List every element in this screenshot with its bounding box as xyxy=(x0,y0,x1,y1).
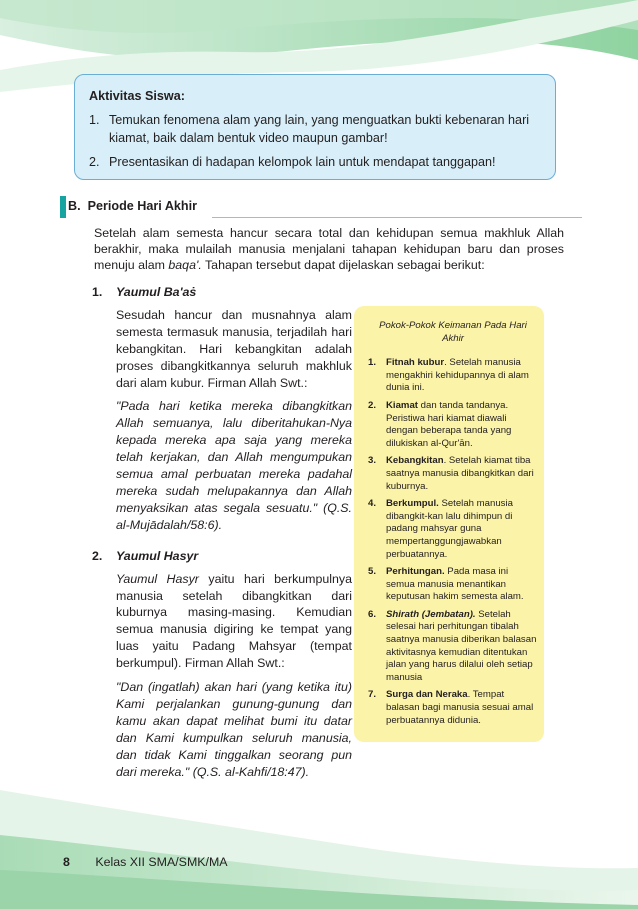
sidebox-entry xyxy=(368,689,538,727)
entry-number: 4. xyxy=(368,498,377,510)
item-quote: "Dan (ingatlah) akan hari (yang ketika itu) Kami perjalankan gunung-gunung dan kamu akan dapat melihat bumi itu datar dan Kami kumpulkan seluruh manusia, dan tidak Kami tinggalkan seorang pun dari mereka." (Q.S. al-Kahfi/18:47). xyxy=(116,680,352,779)
intro-text: Setelah alam semesta hancur secara total dan kehidupan semua makhluk Allah berakhir, maka mulailah manusia menjalani tahapan kehidupan baru dan proses menuju alam xyxy=(94,226,564,272)
activity-item xyxy=(89,111,543,147)
activity-item-text: Temukan fenomena alam yang lain, yang menguatkan bukti kebenaran hari kiamat, baik dalam bentuk video maupun gambar! xyxy=(109,113,530,145)
activity-item xyxy=(89,153,543,171)
activity-item-number: 1. xyxy=(89,113,100,127)
activity-title: Aktivitas Siswa: xyxy=(89,89,185,103)
entry-number: 7. xyxy=(368,689,377,701)
sidebox-entry xyxy=(368,498,538,561)
item-quote: "Pada hari ketika mereka dibangkitkan Allah semuanya, lalu diberitahukan-Nya kepada mereka apa saja yang mereka telah kerjakan, dan Allah mengumpukan semua amal perbuatan mereka padahal mereka sudah melupakannya dan Allah menyaksikan atas segala sesuatu." (Q.S. al-Mujādalah/58:6). xyxy=(116,399,352,532)
entry-desc: Setelah selesai hari perhitungan tibalah saatnya manusia diberikan balasan aktivitasnya kemudian ditentukan jalan yang harus dilalui oleh setiap manusia xyxy=(386,608,537,683)
section-rule xyxy=(212,217,582,218)
activity-box xyxy=(74,74,556,180)
intro-text-end: Tahapan tersebut dapat dijelaskan sebagai berikut: xyxy=(201,258,485,272)
entry-label: Fitnah kubur xyxy=(386,357,445,369)
list-item xyxy=(92,548,352,781)
sidebox-entry xyxy=(368,455,538,493)
entry-number: 6. xyxy=(368,608,377,620)
entry-label: Shirath (Jembatan). xyxy=(386,608,476,620)
activity-item-text: Presentasikan di hadapan kelompok lain untuk mendapat tanggapan! xyxy=(109,155,496,169)
sidebox xyxy=(354,306,544,742)
sidebox-entry xyxy=(368,357,538,395)
entry-number: 2. xyxy=(368,399,377,411)
entry-number: 3. xyxy=(368,455,377,467)
section-marker xyxy=(60,196,66,218)
footer-text: Kelas XII SMA/SMK/MA xyxy=(95,855,228,869)
entry-label: Perhitungan. xyxy=(386,566,445,578)
sidebox-entry xyxy=(368,400,538,450)
list-item xyxy=(92,284,352,534)
entry-desc: Pada masa ini semua manusia menantikan keputusan hakim semesta alam. xyxy=(386,566,524,603)
entry-desc: . Setelah kiamat tiba saatnya manusia dibangkitkan dari kuburnya. xyxy=(386,455,534,492)
item-number: 2. xyxy=(92,548,103,563)
activity-item-number: 2. xyxy=(89,155,100,169)
activity-list xyxy=(89,111,543,171)
intro-paragraph xyxy=(94,225,564,273)
entry-desc: Setelah manusia dibangkit-kan lalu dihimpun di padang mahsyar guna mempertanggungjawabkan perbuatannya. xyxy=(386,498,513,560)
section-letter: B. xyxy=(68,199,81,213)
section-title: Periode Hari Akhir xyxy=(87,199,198,213)
item-title: Yaumul Ba'aṡ xyxy=(116,285,197,299)
item-body: Sesudah hancur dan musnahnya alam semesta termasuk manusia, terjadilah hari kebangkitan. Hari kebangkitan adalah proses dibangkitkannya seluruh makhluk dari alam kubur. Firman Allah Swt.: xyxy=(116,307,352,390)
entry-desc: dan tanda tandanya. Peristiwa hari kiamat diawali dengan beberapa tanda yang dilukiskan al-Qur'ān. xyxy=(386,399,512,449)
entry-number: 1. xyxy=(368,357,377,369)
entry-label: Kiamat xyxy=(386,399,418,411)
entry-label: Berkumpul. xyxy=(386,498,439,510)
item-body-text: yaitu hari berkumpulnya manusia setelah dibangkitkan dari kuburnya masing-masing. Kemudian semua manusia digiring ke tempat yang luas yaitu Padang Mahsyar (tempat berkumpul). Firman Allah Swt.: xyxy=(116,571,352,671)
intro-term: baqa'. xyxy=(168,258,202,272)
item-title: Yaumul Hasyr xyxy=(116,548,199,563)
entry-label: Kebangkitan xyxy=(386,455,444,467)
main-column xyxy=(92,284,352,780)
entry-number: 5. xyxy=(368,566,377,578)
entry-desc: . Tempat balasan bagi manusia sesuai amal perbuatannya didunia. xyxy=(386,689,534,726)
item-body xyxy=(116,571,352,672)
page-number: 8 xyxy=(63,855,70,869)
page-footer xyxy=(63,855,228,869)
sidebox-entry xyxy=(368,609,538,685)
item-body-term: Yaumul Hasyr xyxy=(116,571,199,586)
entry-desc: . Setelah manusia mengakhiri kehidupannya di alam dunia ini. xyxy=(386,357,529,394)
item-number: 1. xyxy=(92,285,103,299)
sidebox-title: Pokok-Pokok Keimanan Pada Hari Akhir xyxy=(379,320,527,344)
entry-label: Surga dan Neraka xyxy=(386,689,468,701)
sidebox-entry xyxy=(368,566,538,604)
section-heading xyxy=(60,196,212,218)
